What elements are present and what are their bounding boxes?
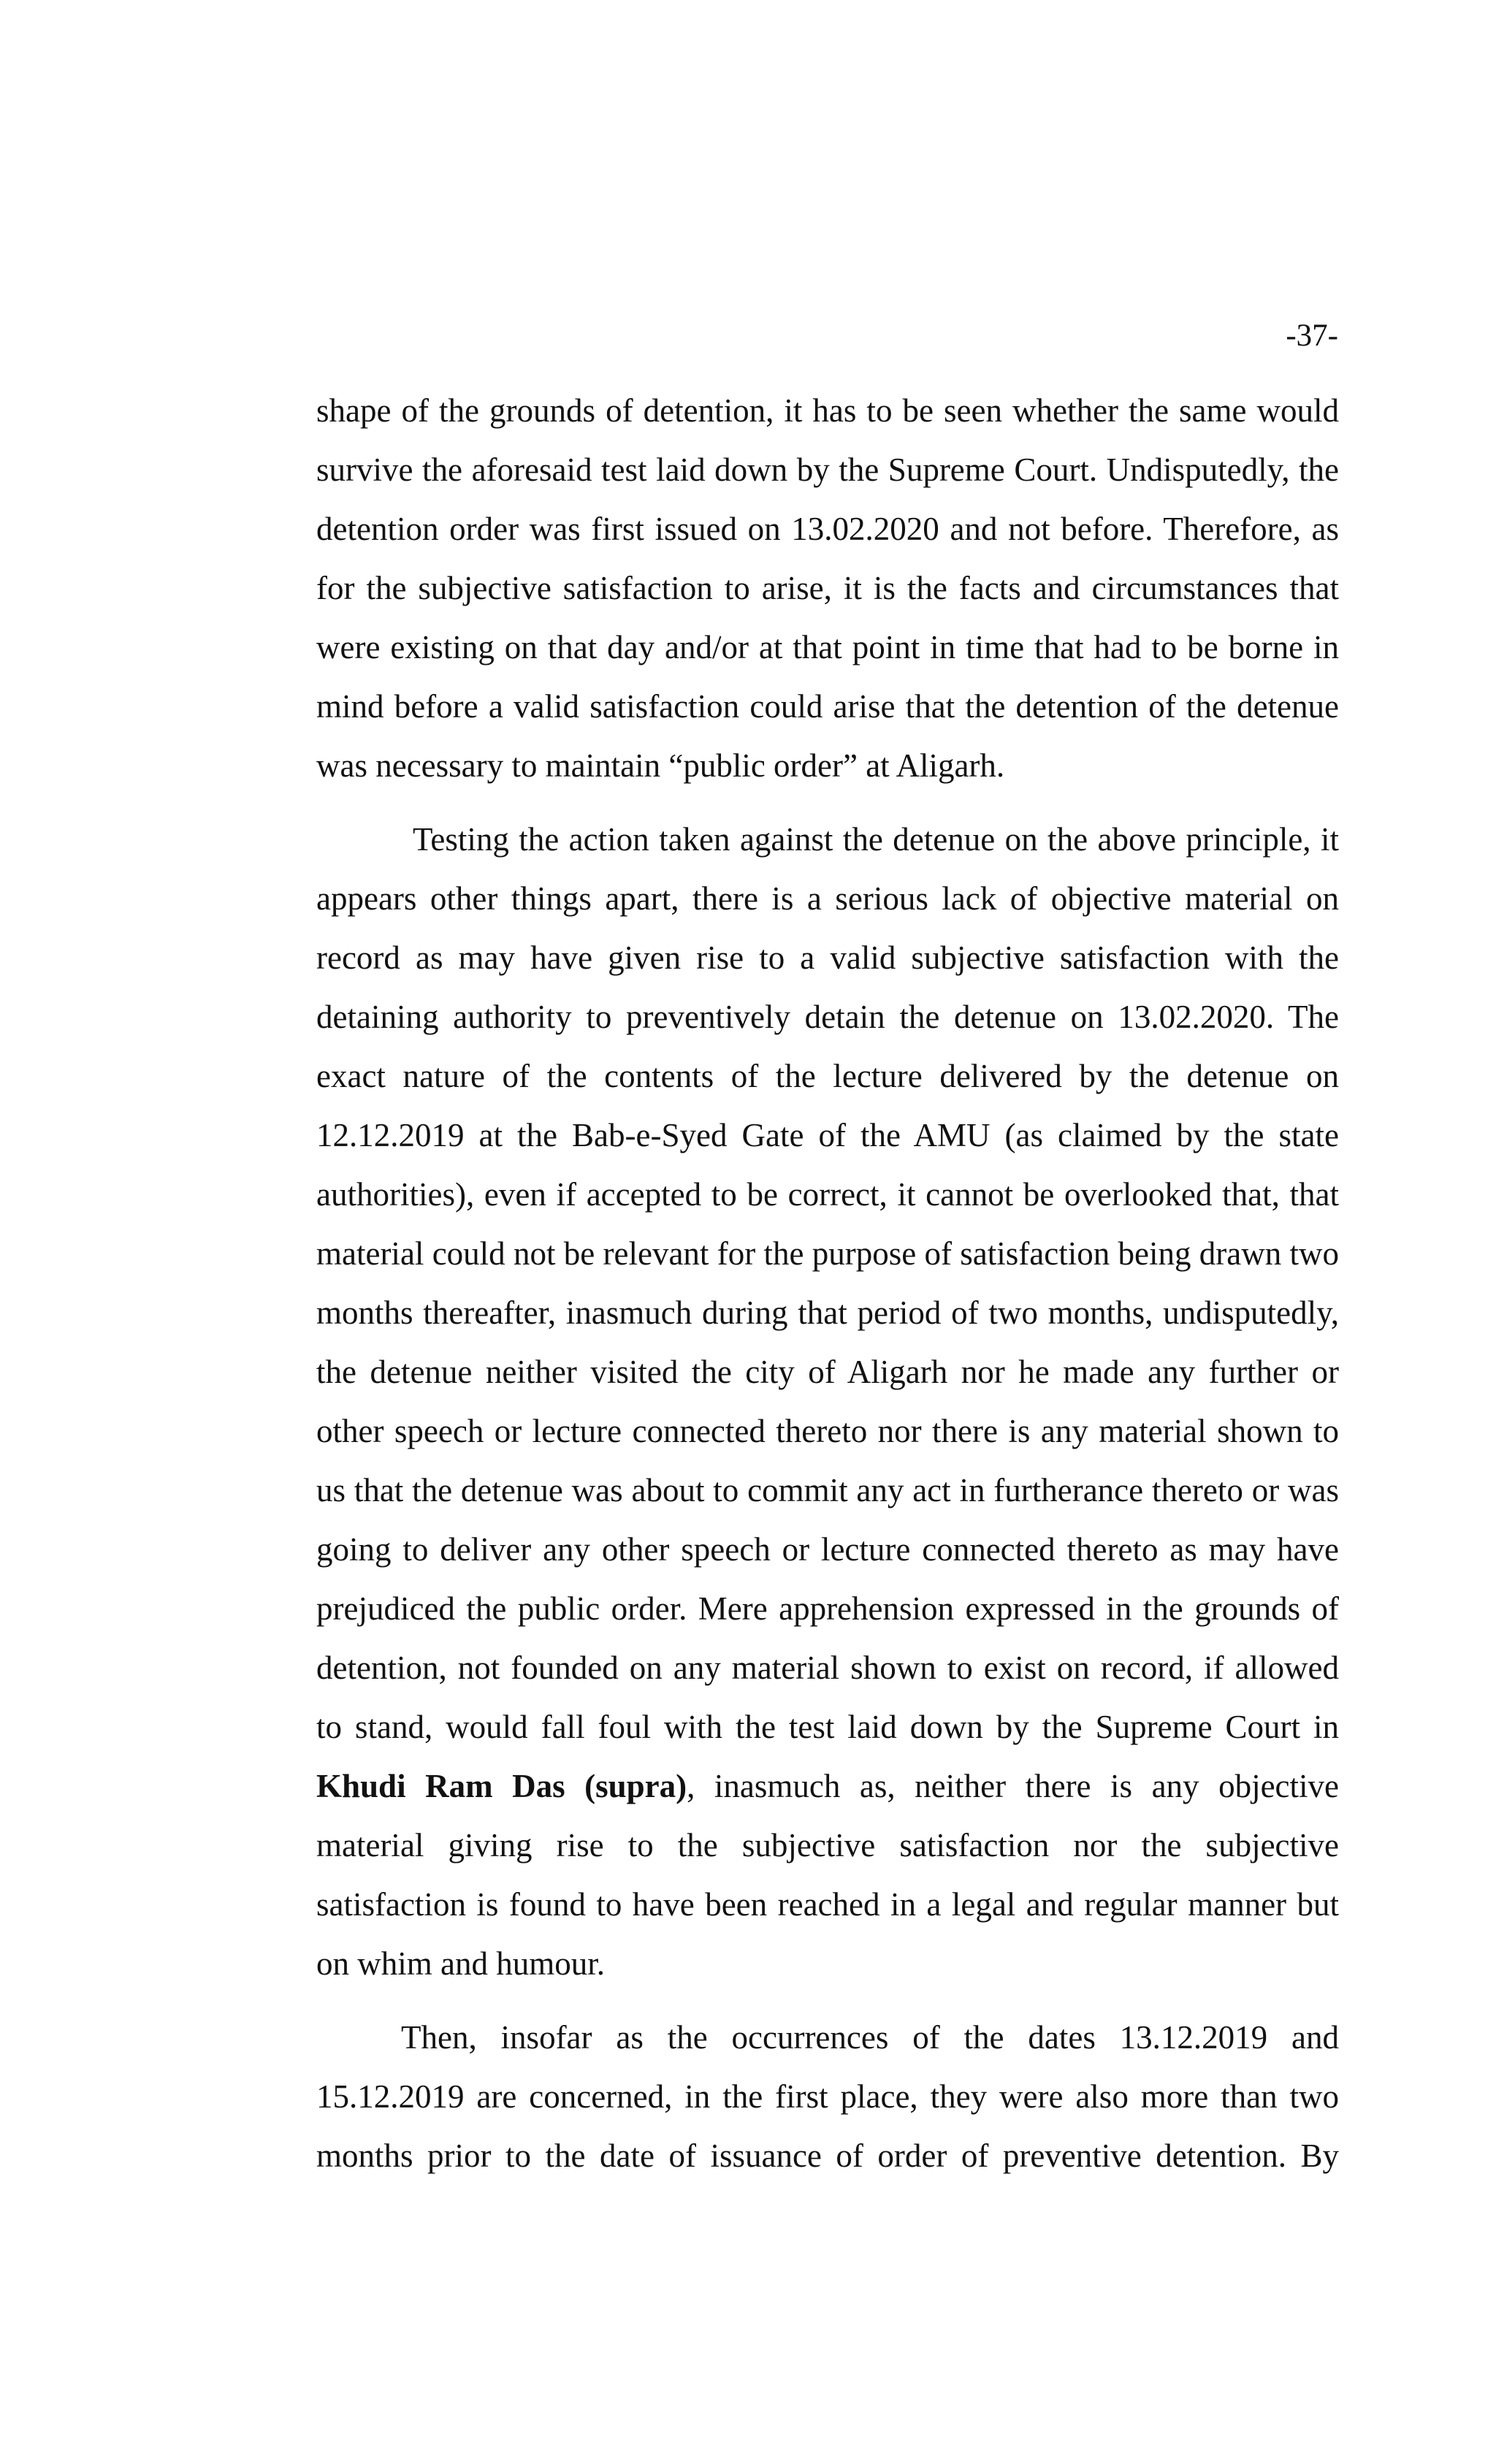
- paragraph-text-after-citation: , inasmuch as, neither there is any objective material giving rise to the subjective satisfaction nor the subjective satisfaction is found to have been reached in a legal and regular manner but on whim and humour.: [316, 1768, 1339, 1982]
- page-number: -37-: [1286, 319, 1338, 353]
- paragraph-occurrences-of-dates: Then, insofar as the occurrences of the dates 13.12.2019 and 15.12.2019 are concerned, in the first place, they were also more than two months prior to the date of issuance of order of preventive detention. By: [316, 2019, 1339, 2174]
- paragraph-testing-the-action: [316, 810, 1339, 1994]
- case-citation-khudi-ram-das: Khudi Ram Das (supra): [316, 1768, 687, 1804]
- paragraph-text-before-citation: Testing the action taken against the detenue on the above principle, it appears other things apart, there is a serious lack of objective material on record as may have given rise to a valid subjective satisfaction with the detaining authority to preventively detain the detenue on 13.02.2020. The exact nature of the contents of the lecture delivered by the detenue on 12.12.2019 at the Bab-e-Syed Gate of the AMU (as claimed by the state authorities), even if accepted to be correct, it cannot be overlooked that, that material could not be relevant for the purpose of satisfaction being drawn two months thereafter, inasmuch during that period of two months, undisputedly, the detenue neither visited the city of Aligarh nor he made any further or other speech or lecture connected thereto nor there is any material shown to us that the detenue was about to commit any act in furtherance thereto or was going to deliver any other speech or lecture connected thereto as may have prejudiced the public order. Mere apprehension expressed in the grounds of detention, not founded on any material shown to exist on record, if allowed to stand, would fall foul with the test laid down by the Supreme Court in: [316, 821, 1339, 1745]
- paragraph-grounds-of-detention: shape of the grounds of detention, it has to be seen whether the same would survive the aforesaid test laid down by the Supreme Court. Undisputedly, the detention order was first issued on 13.02.2020 and not before. Therefore, as for the subjective satisfaction to arise, it is the facts and circumstances that were existing on that day and/or at that point in time that had to be borne in mind before a valid satisfaction could arise that the detention of the detenue was necessary to maintain “public order” at Aligarh.: [316, 392, 1339, 784]
- document-body: [316, 381, 1339, 2200]
